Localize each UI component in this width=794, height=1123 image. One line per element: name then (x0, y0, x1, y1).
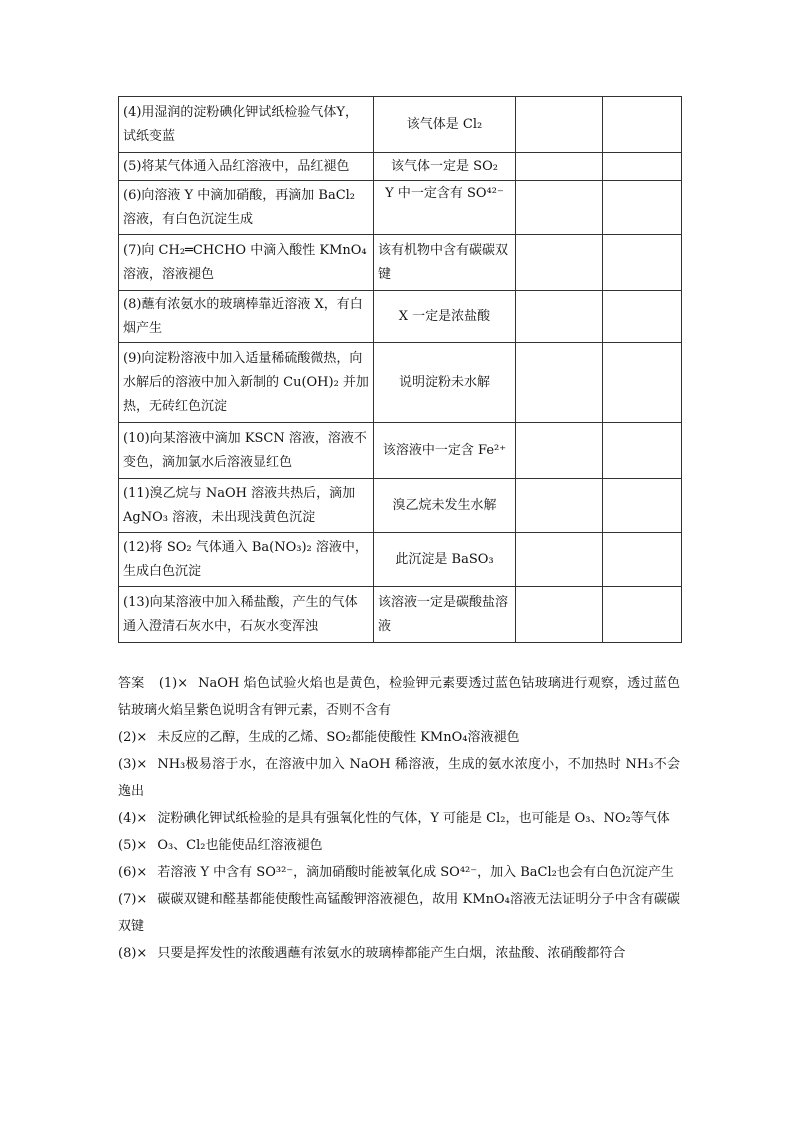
table-row (119, 181, 682, 235)
answer-item (118, 805, 680, 832)
empty-cell (516, 587, 603, 643)
operation-cell: (10)向某溶液中滴加 KSCN 溶液，溶液不变色，滴加氯水后溶液显红色 (119, 423, 374, 479)
answer-mark: (8)× (118, 946, 148, 961)
table-row (119, 587, 682, 643)
table-row (119, 291, 682, 343)
answer-item (118, 859, 680, 886)
answer-mark: (5)× (118, 838, 148, 853)
conclusion-cell: Y 中一定含有 SO⁴²⁻ (374, 181, 516, 235)
answer-text: O₃、Cl₂也能使品红溶液褪色 (157, 838, 323, 853)
conclusion-cell: 该有机物中含有碳碳双键 (374, 235, 516, 291)
conclusion-cell: 溴乙烷未发生水解 (374, 479, 516, 533)
answer-text: 未反应的乙醇，生成的乙烯、SO₂都能使酸性 KMnO₄溶液褪色 (157, 730, 520, 745)
operation-cell: (13)向某溶液中加入稀盐酸，产生的气体通入澄清石灰水中，石灰水变浑浊 (119, 587, 374, 643)
table-row (119, 479, 682, 533)
operation-cell: (6)向溶液 Y 中滴加硝酸，再滴加 BaCl₂ 溶液，有白色沉淀生成 (119, 181, 374, 235)
table-row (119, 533, 682, 587)
empty-cell (603, 587, 682, 643)
empty-cell (603, 423, 682, 479)
conclusion-cell: 此沉淀是 BaSO₃ (374, 533, 516, 587)
empty-cell (516, 479, 603, 533)
table-row (119, 343, 682, 423)
answer-lead: 答案 (118, 676, 145, 691)
empty-cell (603, 479, 682, 533)
table-row (119, 423, 682, 479)
table-row (119, 235, 682, 291)
empty-cell (603, 533, 682, 587)
answer-item (118, 724, 680, 751)
answer-mark: (6)× (118, 865, 148, 880)
conclusion-cell: 该气体一定是 SO₂ (374, 153, 516, 181)
conclusion-cell: 该溶液一定是碳酸盐溶液 (374, 587, 516, 643)
empty-cell (516, 235, 603, 291)
answer-text: NH₃极易溶于水，在溶液中加入 NaOH 稀溶液，生成的氨水浓度小，不加热时 NH₃不会逸出 (118, 757, 680, 799)
conclusion-cell: X 一定是浓盐酸 (374, 291, 516, 343)
operation-cell: (12)将 SO₂ 气体通入 Ba(NO₃)₂ 溶液中，生成白色沉淀 (119, 533, 374, 587)
empty-cell (516, 97, 603, 153)
empty-cell (603, 97, 682, 153)
answer-text: 只要是挥发性的浓酸遇蘸有浓氨水的玻璃棒都能产生白烟，浓盐酸、浓硝酸都符合 (157, 946, 626, 961)
empty-cell (603, 343, 682, 423)
conclusion-cell: 该溶液中一定含 Fe²⁺ (374, 423, 516, 479)
answer-text: 碳碳双键和醛基都能使酸性高锰酸钾溶液褪色，故用 KMnO₄溶液无法证明分子中含有碳碳双键 (118, 892, 680, 934)
experiment-table (118, 96, 682, 643)
empty-cell (516, 181, 603, 235)
empty-cell (603, 291, 682, 343)
empty-cell (516, 533, 603, 587)
answer-item (118, 886, 680, 940)
empty-cell (603, 181, 682, 235)
conclusion-cell: 说明淀粉未水解 (374, 343, 516, 423)
answer-mark: (3)× (118, 757, 148, 772)
operation-cell: (11)溴乙烷与 NaOH 溶液共热后，滴加 AgNO₃ 溶液，未出现浅黄色沉淀 (119, 479, 374, 533)
answer-item (118, 832, 680, 859)
empty-cell (516, 343, 603, 423)
answer-mark: (2)× (118, 730, 148, 745)
empty-cell (516, 153, 603, 181)
table-row (119, 153, 682, 181)
answer-mark: (1)× (158, 676, 189, 691)
operation-cell: (9)向淀粉溶液中加入适量稀硫酸微热，向水解后的溶液中加入新制的 Cu(OH)₂ 并加热，无砖红色沉淀 (119, 343, 374, 423)
answer-item (118, 751, 680, 805)
answer-text: 若溶液 Y 中含有 SO³²⁻，滴加硝酸时能被氧化成 SO⁴²⁻，加入 BaCl₂也会有白色沉淀产生 (157, 865, 674, 880)
empty-cell (516, 423, 603, 479)
conclusion-cell: 该气体是 Cl₂ (374, 97, 516, 153)
empty-cell (516, 291, 603, 343)
answer-mark: (4)× (118, 811, 148, 826)
answer-item (118, 670, 680, 724)
operation-cell: (4)用湿润的淀粉碘化钾试纸检验气体Y，试纸变蓝 (119, 97, 374, 153)
answer-text: NaOH 焰色试验火焰也是黄色，检验钾元素要透过蓝色钴玻璃进行观察，透过蓝色钴玻璃火焰呈紫色说明含有钾元素，否则不含有 (118, 676, 680, 718)
answer-section (118, 670, 680, 967)
operation-cell: (5)将某气体通入品红溶液中，品红褪色 (119, 153, 374, 181)
operation-cell: (8)蘸有浓氨水的玻璃棒靠近溶液 X，有白烟产生 (119, 291, 374, 343)
empty-cell (603, 153, 682, 181)
operation-cell: (7)向 CH₂═CHCHO 中滴入酸性 KMnO₄溶液，溶液褪色 (119, 235, 374, 291)
empty-cell (603, 235, 682, 291)
answer-item (118, 940, 680, 967)
answer-mark: (7)× (118, 892, 148, 907)
answer-text: 淀粉碘化钾试纸检验的是具有强氧化性的气体，Y 可能是 Cl₂，也可能是 O₃、NO₂等气体 (157, 811, 670, 826)
table-row (119, 97, 682, 153)
